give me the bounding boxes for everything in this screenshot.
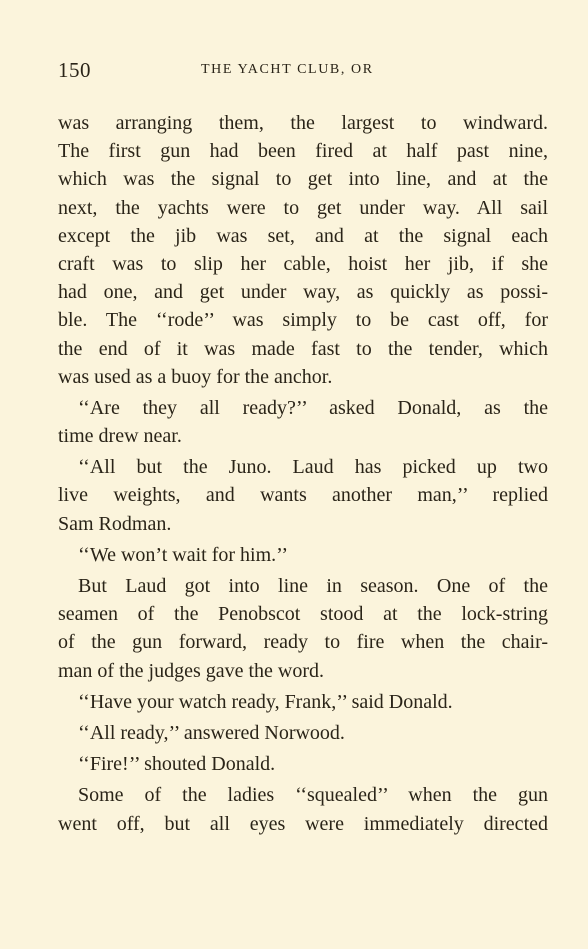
text-line: live weights, and wants another man,’’ replied — [58, 484, 548, 507]
text-line: craft was to slip her cable, hoist her jib, if she — [58, 252, 548, 275]
text-line: ‘‘All ready,’’ answered Norwood. — [78, 721, 345, 744]
running-head: THE YACHT CLUB, OR — [201, 62, 374, 77]
page-number: 150 — [58, 58, 91, 82]
text-line: which was the signal to get into line, and at the — [58, 168, 548, 191]
text-line: Some of the ladies ‘‘squealed’’ when the gun — [78, 784, 548, 807]
text-line: was arranging them, the largest to windward. — [58, 112, 548, 134]
text-line: ‘‘Fire!’’ shouted Donald. — [78, 753, 276, 776]
text-line: ‘‘All but the Juno. Laud has picked up two — [78, 456, 548, 479]
text-line: The first gun had been fired at half past nine, — [58, 140, 548, 163]
text-line: seamen of the Penobscot stood at the lock-string — [58, 603, 548, 626]
text-line: Sam Rodman. — [58, 512, 172, 535]
text-line: ble. The ‘‘rode’’ was simply to be cast off, for — [58, 309, 548, 332]
text-line: of the gun forward, ready to fire when the chair- — [58, 631, 548, 654]
text-line: man of the judges gave the word. — [58, 659, 325, 682]
text-line: But Laud got into line in season. One of the — [78, 575, 548, 597]
text-line: except the jib was set, and at the signal each — [58, 224, 548, 247]
text-line: the end of it was made fast to the tender, which — [58, 337, 548, 360]
text-line: went off, but all eyes were immediately directed — [58, 812, 548, 835]
page-header — [58, 58, 548, 88]
text-line: ‘‘We won’t wait for him.’’ — [78, 543, 288, 566]
text-line: ‘‘Are they all ready?’’ asked Donald, as the — [78, 396, 548, 419]
text-line: next, the yachts were to get under way. All sail — [58, 196, 548, 219]
body-text — [58, 109, 548, 838]
text-line: had one, and get under way, as quickly as possi- — [58, 281, 548, 304]
text-line: ‘‘Have your watch ready, Frank,’’ said Donald. — [78, 690, 453, 713]
text-line: was used as a buoy for the anchor. — [58, 365, 333, 388]
text-line: time drew near. — [58, 425, 182, 448]
